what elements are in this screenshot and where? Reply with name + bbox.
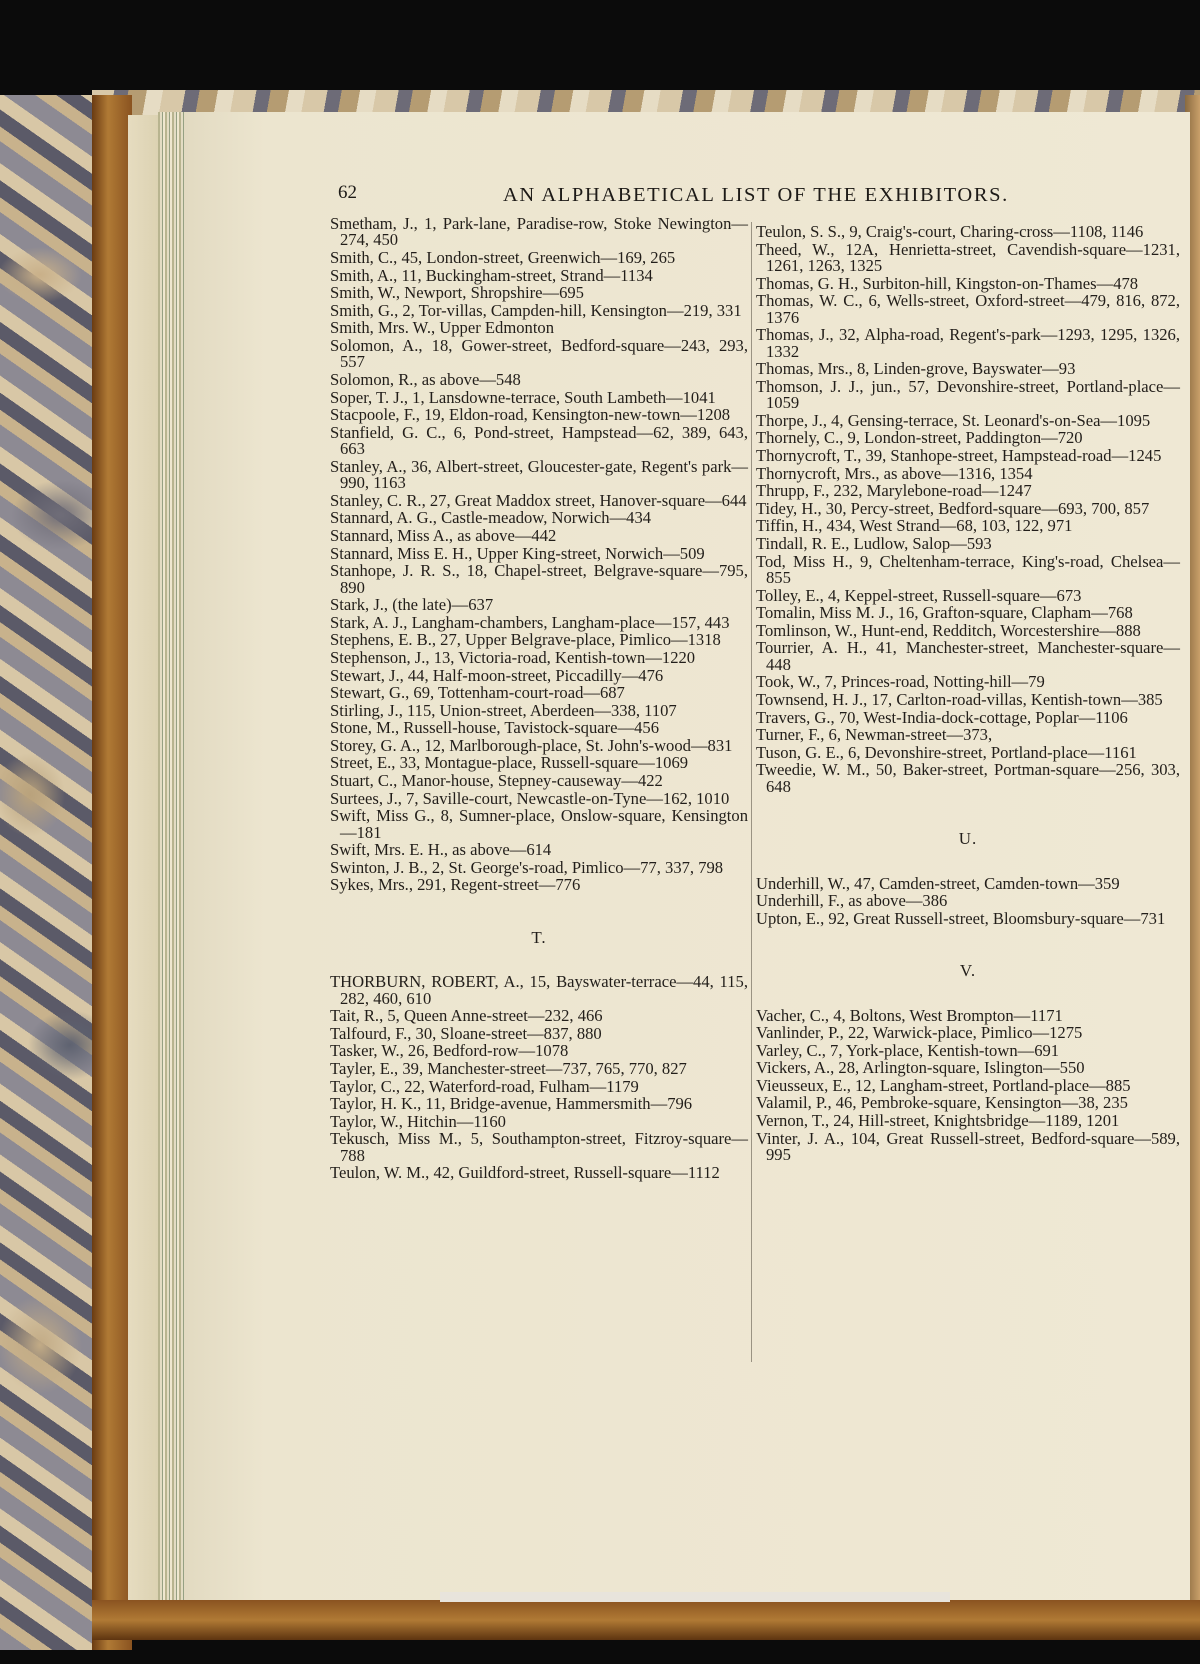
exhibitor-entry: Tourrier, A. H., 41, Manchester-street, Manchester-square—448 bbox=[756, 638, 1180, 674]
exhibitor-entry: Sykes, Mrs., 291, Regent-street—776 bbox=[330, 875, 581, 895]
exhibitor-entry: Stuart, C., Manor-house, Stepney-causeway—422 bbox=[330, 771, 663, 791]
exhibitor-entry: Stanley, A., 36, Albert-street, Gloucester-gate, Regent's park—990, 1163 bbox=[330, 456, 748, 493]
exhibitor-entry: Stannard, Miss E. H., Upper King-street, Norwich—509 bbox=[330, 543, 705, 563]
section-heading-u: U. bbox=[958, 829, 978, 849]
exhibitor-entry: Vieusseux, E., 12, Langham-street, Portland-place—885 bbox=[756, 1075, 1131, 1095]
exhibitor-entry: Tait, R., 5, Queen Anne-street—232, 466 bbox=[330, 1006, 603, 1026]
exhibitor-entry: Solomon, R., as above—548 bbox=[330, 369, 521, 389]
page-number: 62 bbox=[338, 182, 357, 203]
exhibitor-entry: Underhill, W., 47, Camden-street, Camden-town—359 bbox=[756, 873, 1120, 893]
exhibitor-entry: Smith, A., 11, Buckingham-street, Strand—1134 bbox=[330, 265, 653, 285]
exhibitor-entry: Stewart, G., 69, Tottenham-court-road—687 bbox=[330, 683, 625, 703]
exhibitor-entry: Thorpe, J., 4, Gensing-terrace, St. Leonard's-on-Sea—1095 bbox=[756, 410, 1151, 430]
exhibitor-entry: Vanlinder, P., 22, Warwick-place, Pimlico—1275 bbox=[756, 1023, 1083, 1043]
page-bottom-strip bbox=[440, 1592, 950, 1602]
exhibitor-entry: Tekusch, Miss M., 5, Southampton-street, Fitzroy-square—788 bbox=[330, 1129, 748, 1165]
exhibitor-entry: Thrupp, F., 232, Marylebone-road—1247 bbox=[756, 481, 1032, 501]
exhibitor-entry: Stephens, E. B., 27, Upper Belgrave-place, Pimlico—1318 bbox=[330, 630, 721, 650]
exhibitor-list-v bbox=[756, 1005, 1180, 1165]
exhibitor-entry: Thornely, C., 9, London-street, Paddington—720 bbox=[756, 428, 1083, 448]
exhibitor-entry: Stewart, J., 44, Half-moon-street, Piccadilly—476 bbox=[330, 665, 664, 685]
exhibitor-entry: Tomalin, Miss M. J., 16, Grafton-square, Clapham—768 bbox=[756, 603, 1133, 623]
exhibitor-list-t-continued bbox=[756, 224, 1180, 795]
page-header bbox=[338, 182, 1018, 212]
exhibitor-entry: Thomas, J., 32, Alpha-road, Regent's-park—1293, 1295, 1326, 1332 bbox=[756, 325, 1180, 361]
exhibitor-entry: Thomas, Mrs., 8, Linden-grove, Bayswater—93 bbox=[756, 359, 1076, 379]
exhibitor-entry: Took, W., 7, Princes-road, Notting-hill—79 bbox=[756, 672, 1045, 692]
exhibitor-entry: Thornycroft, Mrs., as above—1316, 1354 bbox=[756, 463, 1033, 483]
exhibitor-entry: Swift, Mrs. E. H., as above—614 bbox=[330, 840, 552, 860]
exhibitor-entry: Taylor, H. K., 11, Bridge-avenue, Hammersmith—796 bbox=[330, 1094, 693, 1114]
exhibitor-entry: Thornycroft, T., 39, Stanhope-street, Hampstead-road—1245 bbox=[756, 445, 1162, 465]
exhibitor-entry: Vernon, T., 24, Hill-street, Knightsbridge—1189, 1201 bbox=[756, 1111, 1120, 1131]
section-heading-t: T. bbox=[531, 927, 547, 947]
exhibitor-entry: Turner, F., 6, Newman-street—373, bbox=[756, 725, 993, 745]
exhibitor-entry: Stark, J., (the late)—637 bbox=[330, 595, 494, 615]
exhibitor-entry: Underhill, F., as above—386 bbox=[756, 891, 948, 911]
right-column bbox=[756, 224, 1180, 1165]
exhibitor-list-u bbox=[756, 873, 1180, 928]
exhibitor-entry: Theed, W., 12A, Henrietta-street, Cavendish-square—1231, 1261, 1263, 1325 bbox=[756, 239, 1180, 275]
exhibitor-entry: Valamil, P., 46, Pembroke-square, Kensington—38, 235 bbox=[756, 1093, 1128, 1113]
exhibitor-entry: Stone, M., Russell-house, Tavistock-square—456 bbox=[330, 718, 659, 738]
exhibitor-entry: Tweedie, W. M., 50, Baker-street, Portman-square—256, 303, 648 bbox=[756, 760, 1180, 796]
exhibitor-entry: Surtees, J., 7, Saville-court, Newcastle-on-Tyne—162, 1010 bbox=[330, 788, 730, 808]
exhibitor-entry: Taylor, W., Hitchin—1160 bbox=[330, 1111, 506, 1131]
exhibitor-entry: Street, E., 33, Montague-place, Russell-square—1069 bbox=[330, 753, 689, 773]
exhibitor-entry: Thomas, W. C., 6, Wells-street, Oxford-street—479, 816, 872, 1376 bbox=[756, 291, 1180, 327]
exhibitor-list-s bbox=[330, 216, 748, 894]
exhibitor-entry: Solomon, A., 18, Gower-street, Bedford-square—243, 293, 557 bbox=[330, 335, 748, 372]
section-heading-v: V. bbox=[959, 961, 977, 981]
exhibitor-entry: Stephenson, J., 13, Victoria-road, Kentish-town—1220 bbox=[330, 647, 696, 667]
exhibitor-entry: Stacpoole, F., 19, Eldon-road, Kensington-new-town—1208 bbox=[330, 405, 731, 425]
exhibitor-entry: Soper, T. J., 1, Lansdowne-terrace, South Lambeth—1041 bbox=[330, 387, 716, 407]
exhibitor-entry: Upton, E., 92, Great Russell-street, Bloomsbury-square—731 bbox=[756, 908, 1166, 928]
exhibitor-entry: Taylor, C., 22, Waterford-road, Fulham—1179 bbox=[330, 1076, 639, 1096]
exhibitor-entry: Swift, Miss G., 8, Sumner-place, Onslow-square, Kensington—181 bbox=[330, 806, 748, 842]
exhibitor-entry: Smith, C., 45, London-street, Greenwich—169, 265 bbox=[330, 248, 676, 267]
exhibitor-name-emphasis: THORBURN, ROBERT, bbox=[330, 972, 499, 992]
exhibitor-entry: Tayler, E., 39, Manchester-street—737, 765, 770, 827 bbox=[330, 1059, 687, 1079]
exhibitor-entry: Townsend, H. J., 17, Carlton-road-villas, Kentish-town—385 bbox=[756, 689, 1163, 709]
exhibitor-entry: Smetham, J., 1, Park-lane, Paradise-row, Stoke Newington—274, 450 bbox=[330, 214, 748, 250]
exhibitor-entry: Vickers, A., 28, Arlington-square, Islington—550 bbox=[756, 1058, 1085, 1078]
exhibitor-entry: Stanfield, G. C., 6, Pond-street, Hampstead—62, 389, 643, 663 bbox=[330, 422, 748, 459]
page-edges bbox=[158, 112, 186, 1602]
running-title: AN ALPHABETICAL LIST OF THE EXHIBITORS. bbox=[503, 184, 1009, 206]
exhibitor-entry: Travers, G., 70, West-India-dock-cottage, Poplar—1106 bbox=[756, 707, 1128, 727]
exhibitor-entry: Teulon, S. S., 9, Craig's-court, Charing-cross—1108, 1146 bbox=[756, 222, 1144, 241]
exhibitor-entry: Tod, Miss H., 9, Cheltenham-terrace, King's-road, Chelsea—855 bbox=[756, 551, 1180, 587]
exhibitor-entry: Thomas, G. H., Surbiton-hill, Kingston-on-Thames—478 bbox=[756, 273, 1139, 293]
exhibitor-entry bbox=[330, 974, 748, 1007]
exhibitor-entry: Stanley, C. R., 27, Great Maddox street, Hanover-square—644 bbox=[330, 490, 747, 510]
exhibitor-entry: Thomson, J. J., jun., 57, Devonshire-street, Portland-place—1059 bbox=[756, 376, 1180, 413]
exhibitor-entry: Tasker, W., 26, Bedford-row—1078 bbox=[330, 1041, 569, 1061]
exhibitor-entry: Vacher, C., 4, Boltons, West Brompton—1171 bbox=[756, 1005, 1063, 1025]
left-column bbox=[330, 216, 748, 1183]
exhibitor-entry: Vinter, J. A., 104, Great Russell-street, Bedford-square—589, 995 bbox=[756, 1128, 1180, 1165]
exhibitor-entry: Stannard, Miss A., as above—442 bbox=[330, 525, 557, 545]
exhibitor-entry: Storey, G. A., 12, Marlborough-place, St. John's-wood—831 bbox=[330, 735, 733, 755]
exhibitor-entry: Teulon, W. M., 42, Guildford-street, Russell-square—1112 bbox=[330, 1163, 720, 1183]
exhibitor-entry: Tuson, G. E., 6, Devonshire-street, Portland-place—1161 bbox=[756, 742, 1137, 762]
exhibitor-entry: Tolley, E., 4, Keppel-street, Russell-square—673 bbox=[756, 585, 1082, 605]
leather-binding-bottom bbox=[92, 1600, 1200, 1640]
exhibitor-entry: Talfourd, F., 30, Sloane-street—837, 880 bbox=[330, 1023, 602, 1043]
exhibitor-entry: Smith, G., 2, Tor-villas, Campden-hill, Kensington—219, 331 bbox=[330, 300, 742, 320]
exhibitor-entry: Stanhope, J. R. S., 18, Chapel-street, Belgrave-square—795, 890 bbox=[330, 561, 748, 597]
exhibitor-entry: Smith, Mrs. W., Upper Edmonton bbox=[330, 318, 555, 338]
exhibitor-entry: Tomlinson, W., Hunt-end, Redditch, Worcestershire—888 bbox=[756, 620, 1141, 640]
column-divider bbox=[751, 222, 752, 1362]
exhibitor-entry: Tiffin, H., 434, West Strand—68, 103, 122, 971 bbox=[756, 516, 1073, 536]
exhibitor-list-t bbox=[330, 1008, 748, 1182]
exhibitor-entry: Tindall, R. E., Ludlow, Salop—593 bbox=[756, 533, 992, 553]
exhibitor-entry: Varley, C., 7, York-place, Kentish-town—691 bbox=[756, 1040, 1060, 1060]
exhibitor-entry: Tidey, H., 30, Percy-street, Bedford-square—693, 700, 857 bbox=[756, 498, 1150, 518]
exhibitor-entry-rest: A., 15, Bayswater-terrace—44, 115, 282, 460, 610 bbox=[340, 972, 748, 1008]
exhibitor-entry: Stark, A. J., Langham-chambers, Langham-place—157, 443 bbox=[330, 612, 730, 632]
exhibitor-entry: Stannard, A. G., Castle-meadow, Norwich—434 bbox=[330, 508, 652, 528]
leather-binding-left bbox=[92, 95, 132, 1650]
exhibitor-entry: Stirling, J., 115, Union-street, Aberdeen—338, 1107 bbox=[330, 700, 677, 720]
exhibitor-entry: Swinton, J. B., 2, St. George's-road, Pimlico—77, 337, 798 bbox=[330, 857, 724, 877]
exhibitor-entry: Smith, W., Newport, Shropshire—695 bbox=[330, 283, 584, 303]
